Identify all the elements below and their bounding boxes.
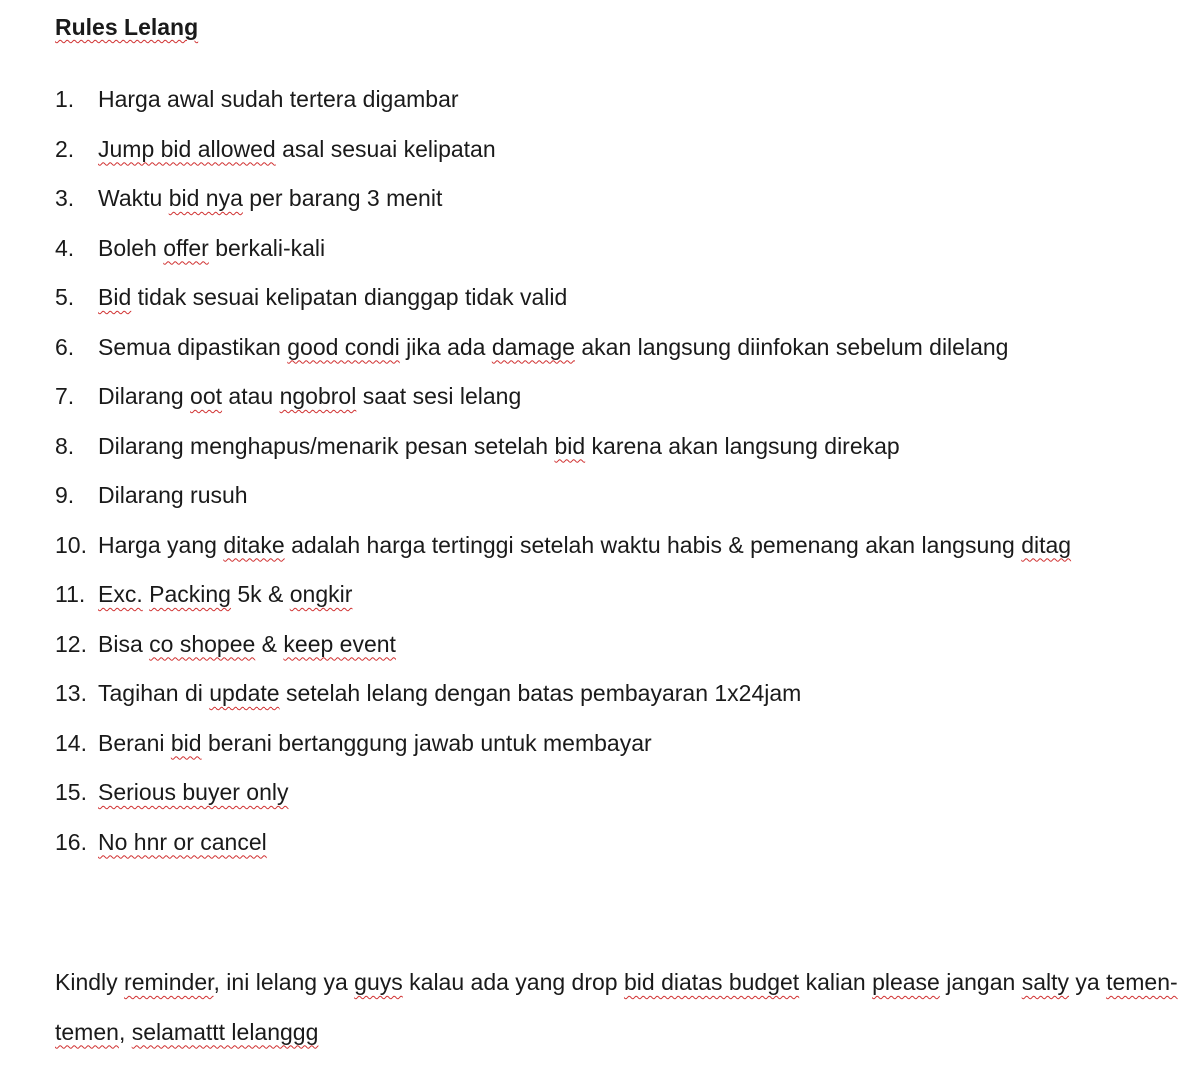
text-run: asal sesuai kelipatan: [275, 135, 496, 162]
rule-item: [0, 379, 1200, 413]
rule-text: [98, 825, 267, 859]
rule-number: 10.: [55, 531, 87, 558]
spellcheck-word: bid: [170, 729, 202, 756]
spellcheck-word: update: [209, 680, 280, 706]
rule-item: [0, 627, 1200, 661]
rule-number: 9.: [55, 482, 75, 508]
rule-item: [0, 478, 1200, 512]
text-run: &: [255, 630, 284, 657]
text-run: Tagihan di: [98, 680, 210, 706]
text-run: adalah harga tertinggi setelah waktu habis & pemenang akan langsung: [284, 531, 1022, 558]
text-run: kalau ada yang drop: [402, 969, 624, 995]
text-run: per barang 3 menit: [242, 185, 443, 211]
text-run: 5k &: [230, 581, 290, 607]
text-run: saat sesi lelang: [356, 383, 522, 409]
rule-number: 15.: [55, 779, 87, 805]
spellcheck-word: ditake: [223, 531, 285, 558]
spellcheck-word: oot: [190, 383, 223, 409]
spellcheck-word: guys: [354, 969, 403, 995]
rule-text: [98, 478, 248, 512]
rule-number: 5.: [55, 284, 75, 310]
rule-text: [98, 379, 521, 413]
rule-number: 7.: [55, 383, 75, 409]
text-run: Berani: [98, 729, 171, 756]
rule-text: [98, 775, 289, 809]
text-run: ya: [1069, 969, 1107, 995]
rule-text: [98, 231, 325, 265]
rule-text: [98, 577, 352, 611]
spellcheck-word: Jump bid allowed: [98, 135, 276, 162]
spellcheck-word: selamattt lelanggg: [131, 1018, 319, 1045]
rule-item: [0, 280, 1200, 314]
rule-text: [98, 280, 567, 314]
rule-number: 12.: [55, 630, 87, 657]
title-text: Rules Lelang: [55, 14, 199, 40]
spellcheck-word: co shopee: [149, 630, 256, 657]
spellcheck-word: bid: [554, 432, 586, 459]
text-run: jika ada: [399, 333, 492, 360]
rule-item: [0, 726, 1200, 760]
reminder-paragraph: [55, 958, 1185, 1057]
rule-item: [0, 676, 1200, 710]
spellcheck-word: bid diatas budget: [623, 969, 800, 995]
text-run: atau: [222, 383, 280, 409]
text-run: , ini lelang ya: [213, 969, 355, 995]
text-run: Waktu: [98, 185, 169, 211]
spellcheck-word: reminder: [124, 969, 214, 995]
spellcheck-word: Bid: [98, 284, 132, 310]
rule-text: [98, 330, 1008, 364]
rule-item: [0, 577, 1200, 611]
spellcheck-word: No hnr or cancel: [98, 828, 267, 855]
spellcheck-word: please: [872, 969, 940, 995]
spellcheck-word: damage: [491, 333, 575, 360]
rule-number: 6.: [55, 333, 75, 360]
spellcheck-word: Packing: [149, 581, 231, 607]
rule-number: 14.: [55, 729, 87, 756]
rule-item: [0, 82, 1200, 116]
rule-number: 2.: [55, 135, 75, 162]
rule-item: [0, 181, 1200, 215]
rule-number: 16.: [55, 828, 87, 855]
rule-text: [98, 726, 652, 760]
rule-number: 4.: [55, 234, 75, 261]
rule-item: [0, 825, 1200, 859]
text-run: Harga yang: [98, 531, 224, 558]
rule-item: [0, 775, 1200, 809]
rule-number: 3.: [55, 185, 75, 211]
rule-text: [98, 528, 1071, 562]
text-run: Harga awal sudah tertera digambar: [98, 86, 459, 112]
spellcheck-word: offer: [163, 234, 209, 261]
text-run: berani bertanggung jawab untuk membayar: [201, 729, 652, 756]
text-run: Dilarang menghapus/menarik pesan setelah: [98, 432, 555, 459]
spellcheck-word: ngobrol: [279, 383, 357, 409]
text-run: setelah lelang dengan batas pembayaran 1x24jam: [279, 680, 802, 706]
text-run: Boleh: [98, 234, 164, 261]
rule-text: [98, 429, 900, 463]
spellcheck-word: salty: [1021, 969, 1069, 995]
spellcheck-word: keep event: [283, 630, 396, 657]
spellcheck-word: bid nya: [168, 185, 243, 211]
rule-item: [0, 231, 1200, 265]
spellcheck-word: ditag: [1021, 531, 1072, 558]
text-run: kalian: [799, 969, 873, 995]
rule-item: [0, 132, 1200, 166]
rule-text: [98, 132, 496, 166]
rule-number: 11.: [55, 581, 86, 607]
text-run: Dilarang rusuh: [98, 482, 248, 508]
rule-text: [98, 181, 442, 215]
spellcheck-word: Exc.: [98, 581, 143, 607]
text-run: Semua dipastikan: [98, 333, 288, 360]
text-run: tidak sesuai kelipatan dianggap tidak valid: [131, 284, 568, 310]
text-run: Dilarang: [98, 383, 191, 409]
rule-text: [98, 627, 396, 661]
rule-number: 13.: [55, 680, 87, 706]
text-run: ,: [118, 1018, 132, 1045]
rule-item: [0, 330, 1200, 364]
text-run: akan langsung diinfokan sebelum dilelang: [574, 333, 1009, 360]
rule-text: [98, 82, 459, 116]
spellcheck-word: Serious buyer only: [98, 779, 289, 805]
spellcheck-word: temen-temen: [55, 969, 1178, 1045]
text-run: karena akan langsung direkap: [585, 432, 900, 459]
rule-item: [0, 528, 1200, 562]
text-run: berkali-kali: [208, 234, 326, 261]
text-run: Kindly: [55, 969, 125, 995]
text-run: jangan: [939, 969, 1022, 995]
text-run: Bisa: [98, 630, 150, 657]
rule-item: [0, 429, 1200, 463]
spellcheck-word: good condi: [287, 333, 400, 360]
rule-number: 8.: [55, 432, 75, 459]
spellcheck-word: ongkir: [289, 581, 353, 607]
rule-number: 1.: [55, 86, 75, 112]
rule-text: [98, 676, 801, 710]
